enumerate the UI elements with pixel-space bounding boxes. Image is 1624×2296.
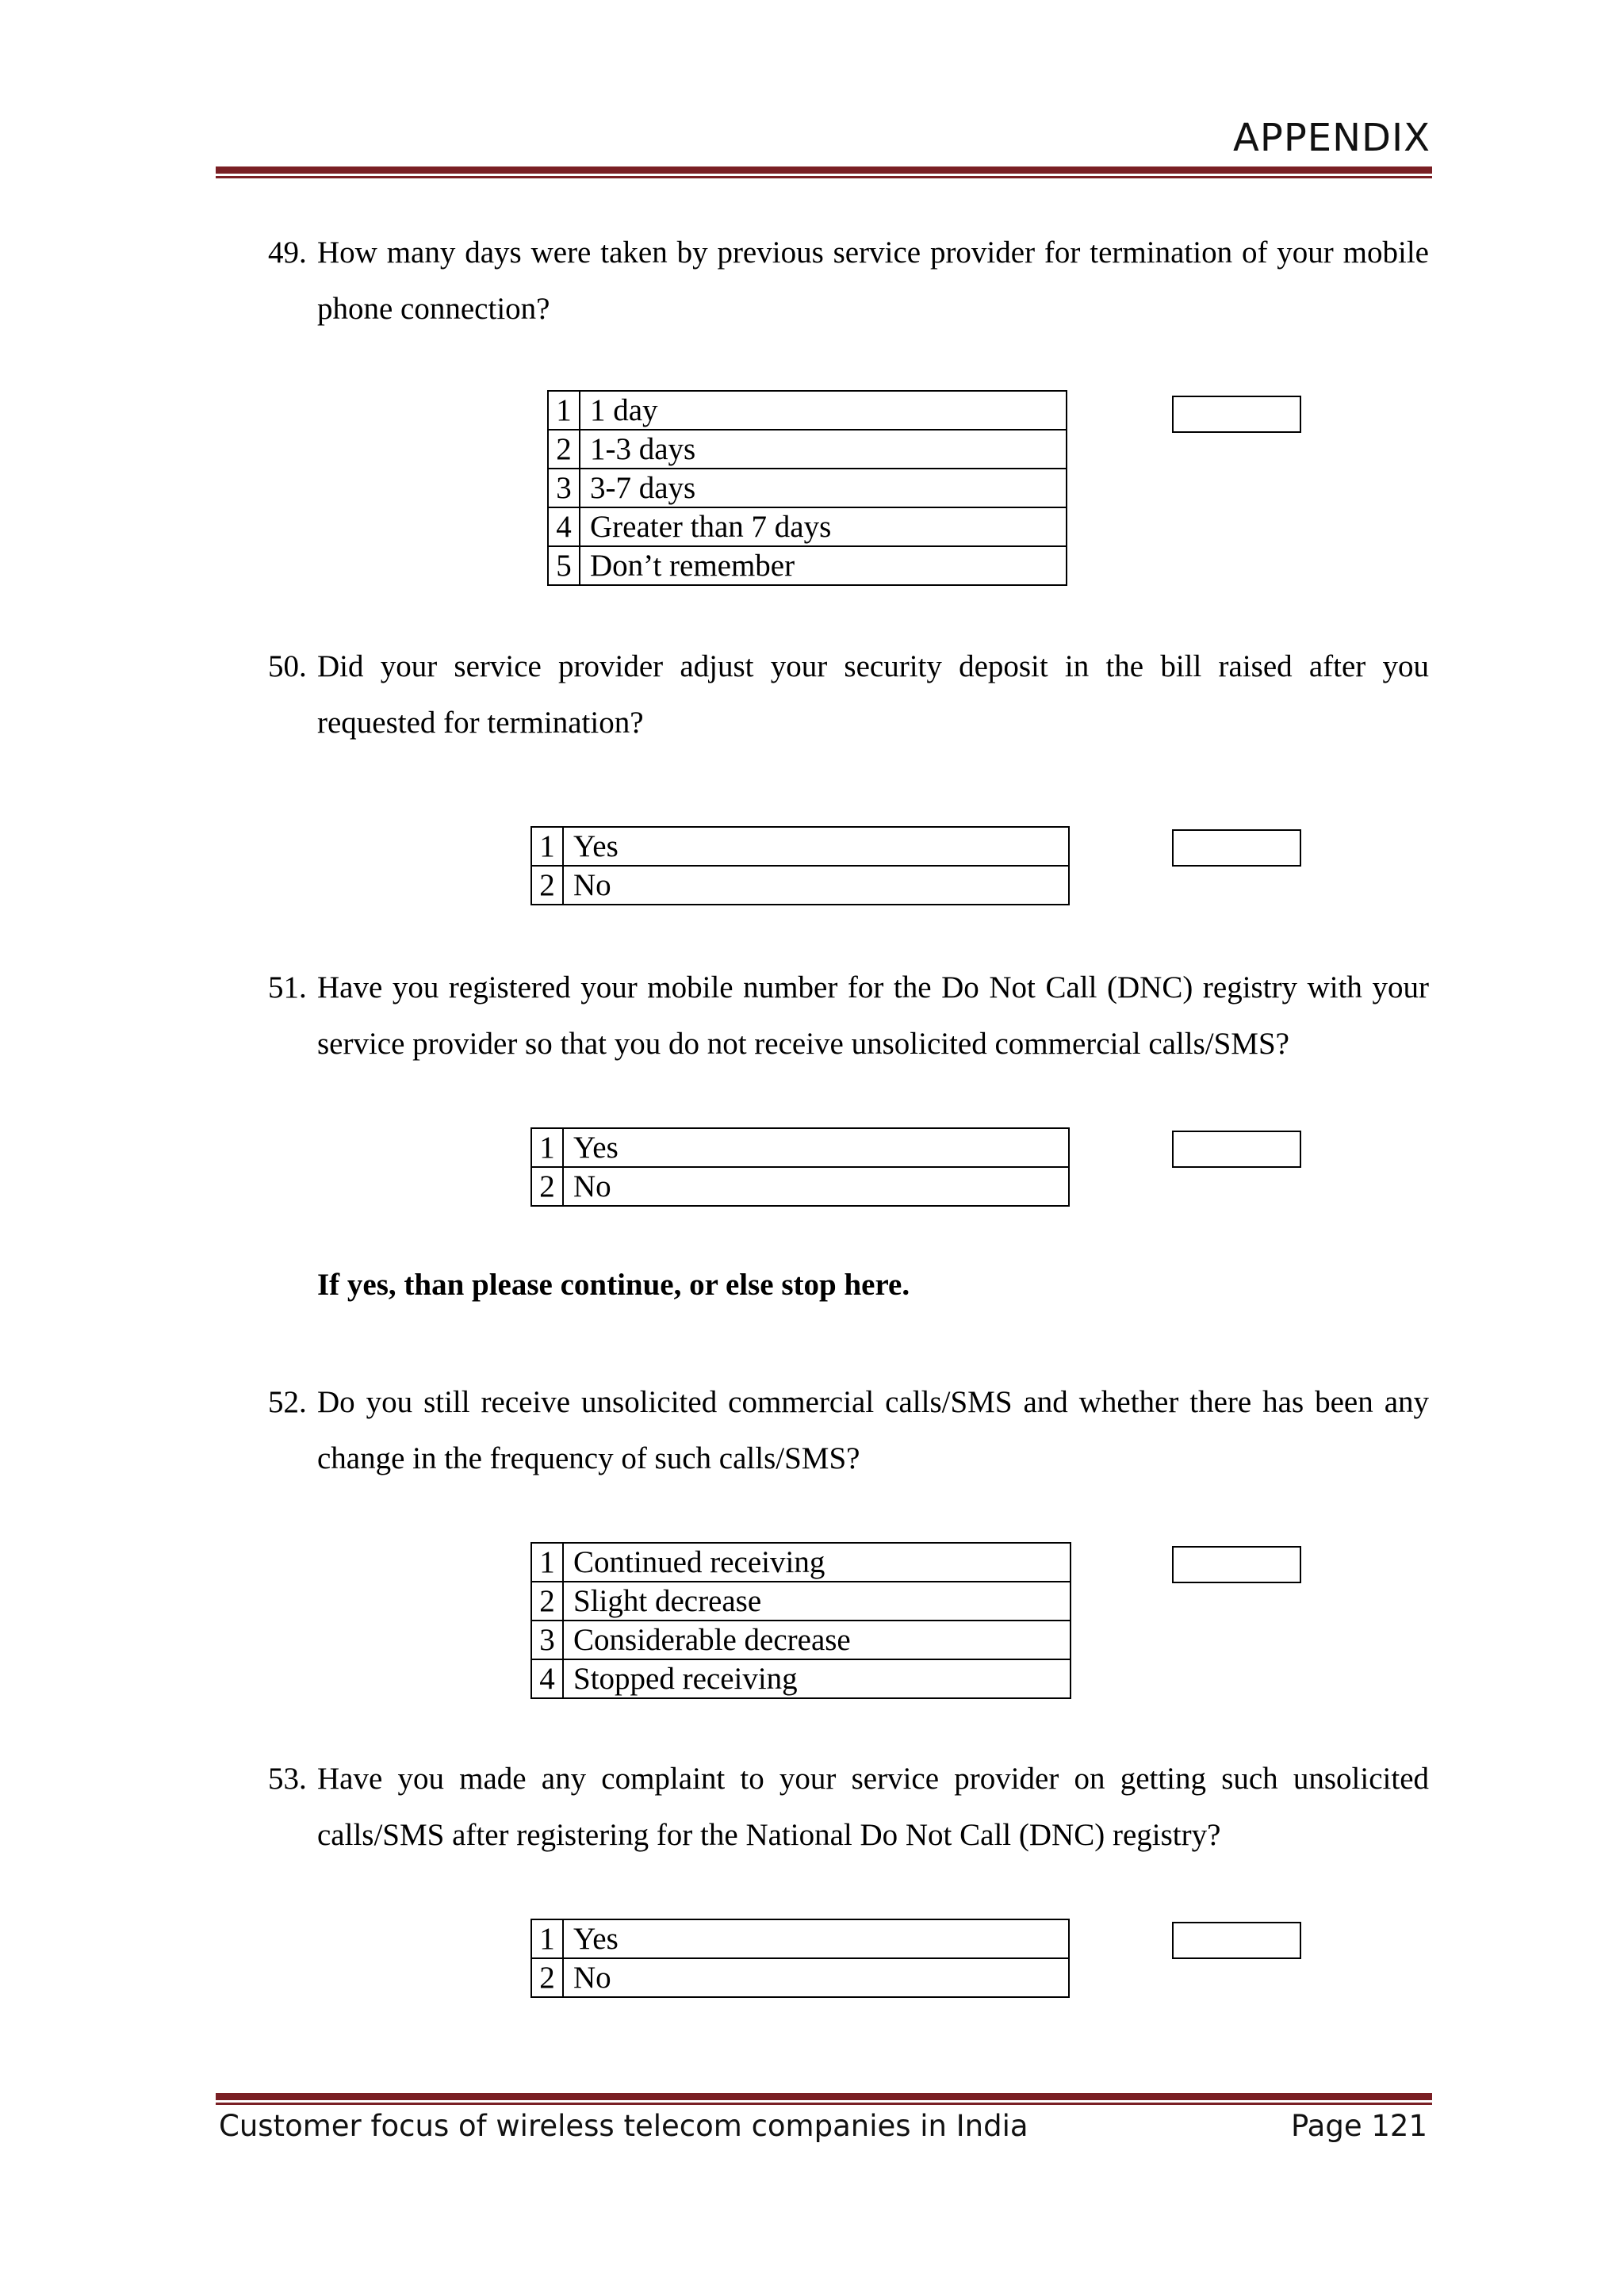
question-52: [268, 1374, 1429, 1487]
option-code: 2: [531, 1958, 563, 1997]
option-label: Don’t remember: [580, 546, 1067, 585]
option-row[interactable]: [531, 1128, 1069, 1167]
option-code: 2: [531, 866, 563, 905]
option-label: No: [563, 866, 1069, 905]
option-row[interactable]: [531, 1958, 1069, 1997]
option-label: No: [563, 1958, 1069, 1997]
option-code: 1: [531, 1543, 563, 1582]
option-label: Stopped receiving: [563, 1659, 1071, 1698]
question-text: Do you still receive unsolicited commercial calls/SMS and whether there has been any change in the frequency of such calls/SMS?: [317, 1385, 1429, 1475]
options-table-49: [547, 390, 1067, 586]
option-label: 1-3 days: [580, 430, 1067, 469]
options-table-53: [530, 1919, 1070, 1998]
question-text: Did your service provider adjust your security deposit in the bill raised after you requested for termination?: [317, 649, 1429, 740]
option-label: 3-7 days: [580, 469, 1067, 507]
option-label: 1 day: [580, 391, 1067, 430]
footer-title: Customer focus of wireless telecom companies in India: [219, 2109, 1028, 2143]
option-row[interactable]: [531, 866, 1069, 905]
option-code: 4: [531, 1659, 563, 1698]
options-table-50: [530, 826, 1070, 905]
question-number: 53.: [268, 1762, 307, 1796]
option-row[interactable]: [531, 1543, 1071, 1582]
option-code: 3: [548, 469, 580, 507]
question-53: [268, 1751, 1429, 1863]
option-code: 1: [548, 391, 580, 430]
option-code: 2: [531, 1167, 563, 1206]
option-row[interactable]: [531, 1167, 1069, 1206]
options-table-51: [530, 1127, 1070, 1207]
option-label: No: [563, 1167, 1069, 1206]
answer-box-50[interactable]: [1172, 829, 1301, 867]
question-number: 51.: [268, 970, 307, 1004]
option-code: 1: [531, 1128, 563, 1167]
option-row[interactable]: [531, 1621, 1071, 1659]
option-code: 2: [548, 430, 580, 469]
option-code: 1: [531, 827, 563, 866]
option-label: Slight decrease: [563, 1582, 1071, 1621]
question-51: [268, 959, 1429, 1072]
option-code: 3: [531, 1621, 563, 1659]
header-rule: [216, 166, 1432, 178]
answer-box-53[interactable]: [1172, 1922, 1301, 1959]
option-label: Yes: [563, 1919, 1069, 1958]
option-row[interactable]: [531, 1582, 1071, 1621]
option-code: 1: [531, 1919, 563, 1958]
option-label: Yes: [563, 1128, 1069, 1167]
options-table-52: [530, 1542, 1071, 1699]
option-row[interactable]: [531, 827, 1069, 866]
option-row[interactable]: [548, 430, 1067, 469]
page-number: Page 121: [1291, 2109, 1427, 2143]
option-row[interactable]: [548, 469, 1067, 507]
question-number: 50.: [268, 649, 307, 683]
option-label: Yes: [563, 827, 1069, 866]
option-row[interactable]: [531, 1919, 1069, 1958]
question-number: 49.: [268, 235, 307, 270]
option-code: 5: [548, 546, 580, 585]
header-title: APPENDIX: [1233, 116, 1431, 160]
option-label: Continued receiving: [563, 1543, 1071, 1582]
footer-rule: [216, 2093, 1432, 2105]
answer-box-49[interactable]: [1172, 396, 1301, 433]
question-text: Have you registered your mobile number for the Do Not Call (DNC) registry with your service provider so that you do not receive unsolicited commercial calls/SMS?: [317, 970, 1429, 1061]
question-50: [268, 638, 1429, 751]
question-text: Have you made any complaint to your service provider on getting such unsolicited calls/SMS after registering for the National Do Not Call (DNC) registry?: [317, 1762, 1429, 1852]
option-row[interactable]: [548, 546, 1067, 585]
instruction-note: If yes, than please continue, or else stop here.: [317, 1268, 910, 1302]
question-49: [268, 224, 1429, 337]
answer-box-52[interactable]: [1172, 1546, 1301, 1583]
option-code: 4: [548, 507, 580, 546]
question-number: 52.: [268, 1385, 307, 1419]
question-text: How many days were taken by previous service provider for termination of your mobile phone connection?: [317, 235, 1429, 326]
option-code: 2: [531, 1582, 563, 1621]
option-row[interactable]: [548, 507, 1067, 546]
option-label: Greater than 7 days: [580, 507, 1067, 546]
option-row[interactable]: [531, 1659, 1071, 1698]
option-row[interactable]: [548, 391, 1067, 430]
option-label: Considerable decrease: [563, 1621, 1071, 1659]
answer-box-51[interactable]: [1172, 1131, 1301, 1168]
